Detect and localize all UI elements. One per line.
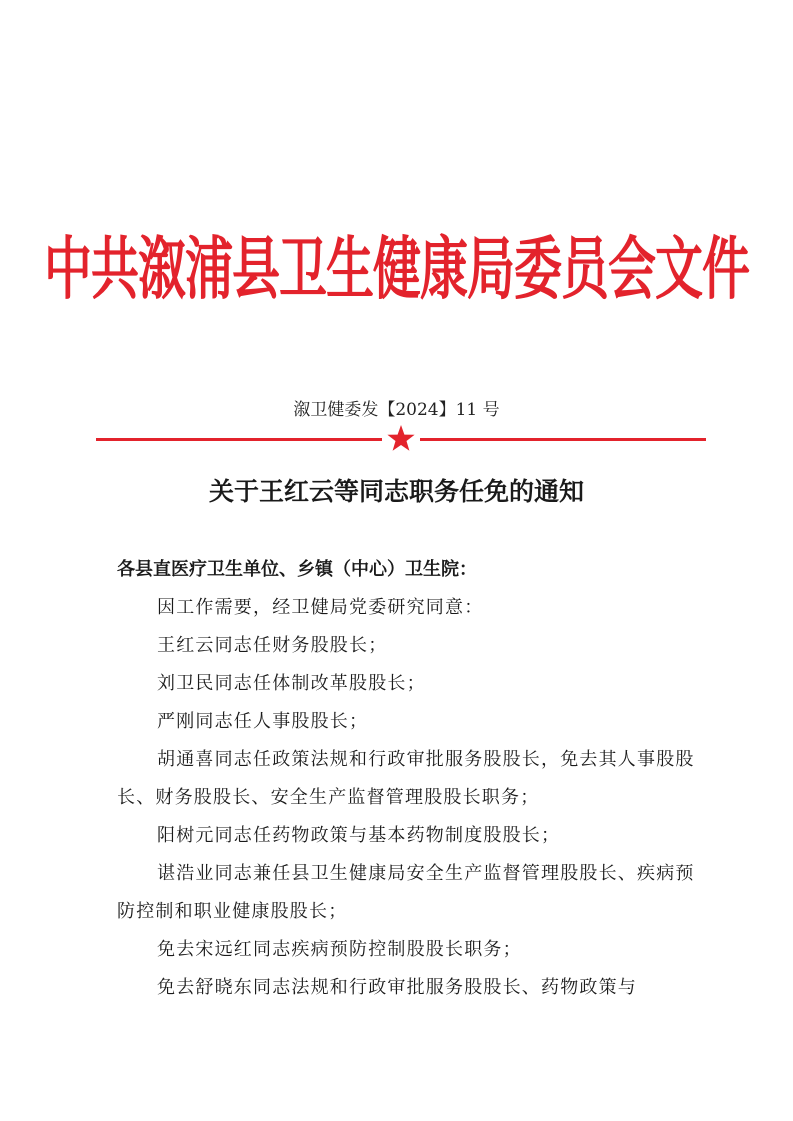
- separator-line-right: [420, 438, 706, 441]
- body-paragraph: 免去舒晓东同志法规和行政审批服务股股长、药物政策与: [157, 977, 637, 998]
- header-separator: [96, 424, 706, 454]
- salutation: 各县直医疗卫生单位、乡镇（中心）卫生院：: [117, 559, 477, 580]
- body-paragraph: 严刚同志任人事股股长；: [157, 711, 369, 732]
- document-header-title: 中共溆浦县卫生健康局委员会文件: [43, 230, 749, 310]
- body-paragraph: 谌浩业同志兼任县卫生健康局安全生产监督管理股股长、疾病预防控制和职业健康股股长；: [117, 863, 695, 922]
- notice-title: 关于王红云等同志职务任免的通知: [208, 477, 584, 506]
- separator-line-left: [96, 438, 382, 441]
- body-paragraph: 因工作需要，经卫健局党委研究同意：: [157, 597, 484, 618]
- notice-body: [117, 557, 702, 1007]
- body-paragraph: 胡通喜同志任政策法规和行政审批服务股股长，免去其人事股股长、财务股股长、安全生产监督管理股股长职务；: [117, 749, 695, 808]
- document-number: 溆卫健委发【2024】11 号: [293, 400, 500, 420]
- body-paragraph: 王红云同志任财务股股长；: [157, 635, 388, 656]
- body-paragraph: 阳树元同志任药物政策与基本药物制度股股长；: [157, 825, 561, 846]
- body-paragraph: 刘卫民同志任体制改革股股长；: [157, 673, 426, 694]
- body-paragraph: 免去宋远红同志疾病预防控制股股长职务；: [157, 939, 522, 960]
- star-icon: [386, 424, 416, 454]
